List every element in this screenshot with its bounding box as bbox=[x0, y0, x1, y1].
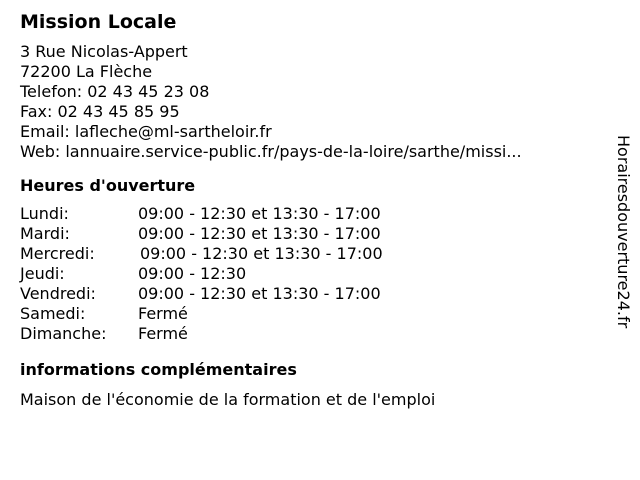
email-label: Email: bbox=[20, 122, 75, 141]
hours-row-samedi bbox=[20, 304, 600, 324]
web-label: Web: bbox=[20, 142, 66, 161]
hours-day: Samedi: bbox=[20, 304, 86, 323]
hours-day: Lundi: bbox=[20, 204, 69, 223]
fax-line: Fax: 02 43 45 85 95 bbox=[20, 102, 180, 121]
hours-row-lundi bbox=[20, 204, 600, 224]
hours-day: Vendredi: bbox=[20, 284, 96, 303]
hours-time: 09:00 - 12:30 bbox=[138, 264, 247, 283]
hours-row-jeudi bbox=[20, 264, 600, 284]
hours-time: 09:00 - 12:30 et 13:30 - 17:00 bbox=[138, 204, 381, 223]
hours-row-vendredi bbox=[20, 284, 600, 304]
hours-day: Jeudi: bbox=[20, 264, 65, 283]
info-heading: informations complémentaires bbox=[20, 360, 297, 379]
hours-time: Fermé bbox=[138, 304, 188, 323]
hours-time: Fermé bbox=[138, 324, 188, 343]
site-watermark: Horairesdouverture24.fr bbox=[614, 135, 633, 329]
org-name: Mission Locale bbox=[20, 11, 177, 33]
hours-time: 09:00 - 12:30 et 13:30 - 17:00 bbox=[140, 244, 383, 263]
hours-time: 09:00 - 12:30 et 13:30 - 17:00 bbox=[138, 284, 381, 303]
email-line bbox=[20, 122, 600, 142]
hours-table bbox=[20, 204, 600, 344]
phone-line: Telefon: 02 43 45 23 08 bbox=[20, 82, 210, 101]
hours-time: 09:00 - 12:30 et 13:30 - 17:00 bbox=[138, 224, 381, 243]
address-street: 3 Rue Nicolas-Appert bbox=[20, 42, 188, 61]
web-line bbox=[20, 142, 600, 162]
listing-card bbox=[20, 10, 600, 410]
hours-day: Mardi: bbox=[20, 224, 70, 243]
email-link[interactable]: lafleche@ml-sartheloir.fr bbox=[74, 122, 272, 141]
hours-row-mardi bbox=[20, 224, 600, 244]
info-text: Maison de l'économie de la formation et de l'emploi bbox=[20, 390, 436, 409]
web-link[interactable]: lannuaire.service-public.fr/pays-de-la-loire/sarthe/missi... bbox=[65, 142, 522, 161]
hours-row-mercredi bbox=[20, 244, 600, 264]
hours-day: Dimanche: bbox=[20, 324, 107, 343]
hours-row-dimanche bbox=[20, 324, 600, 344]
hours-heading: Heures d'ouverture bbox=[20, 176, 196, 195]
address-city: 72200 La Flèche bbox=[20, 62, 153, 81]
hours-day: Mercredi: bbox=[20, 244, 95, 263]
